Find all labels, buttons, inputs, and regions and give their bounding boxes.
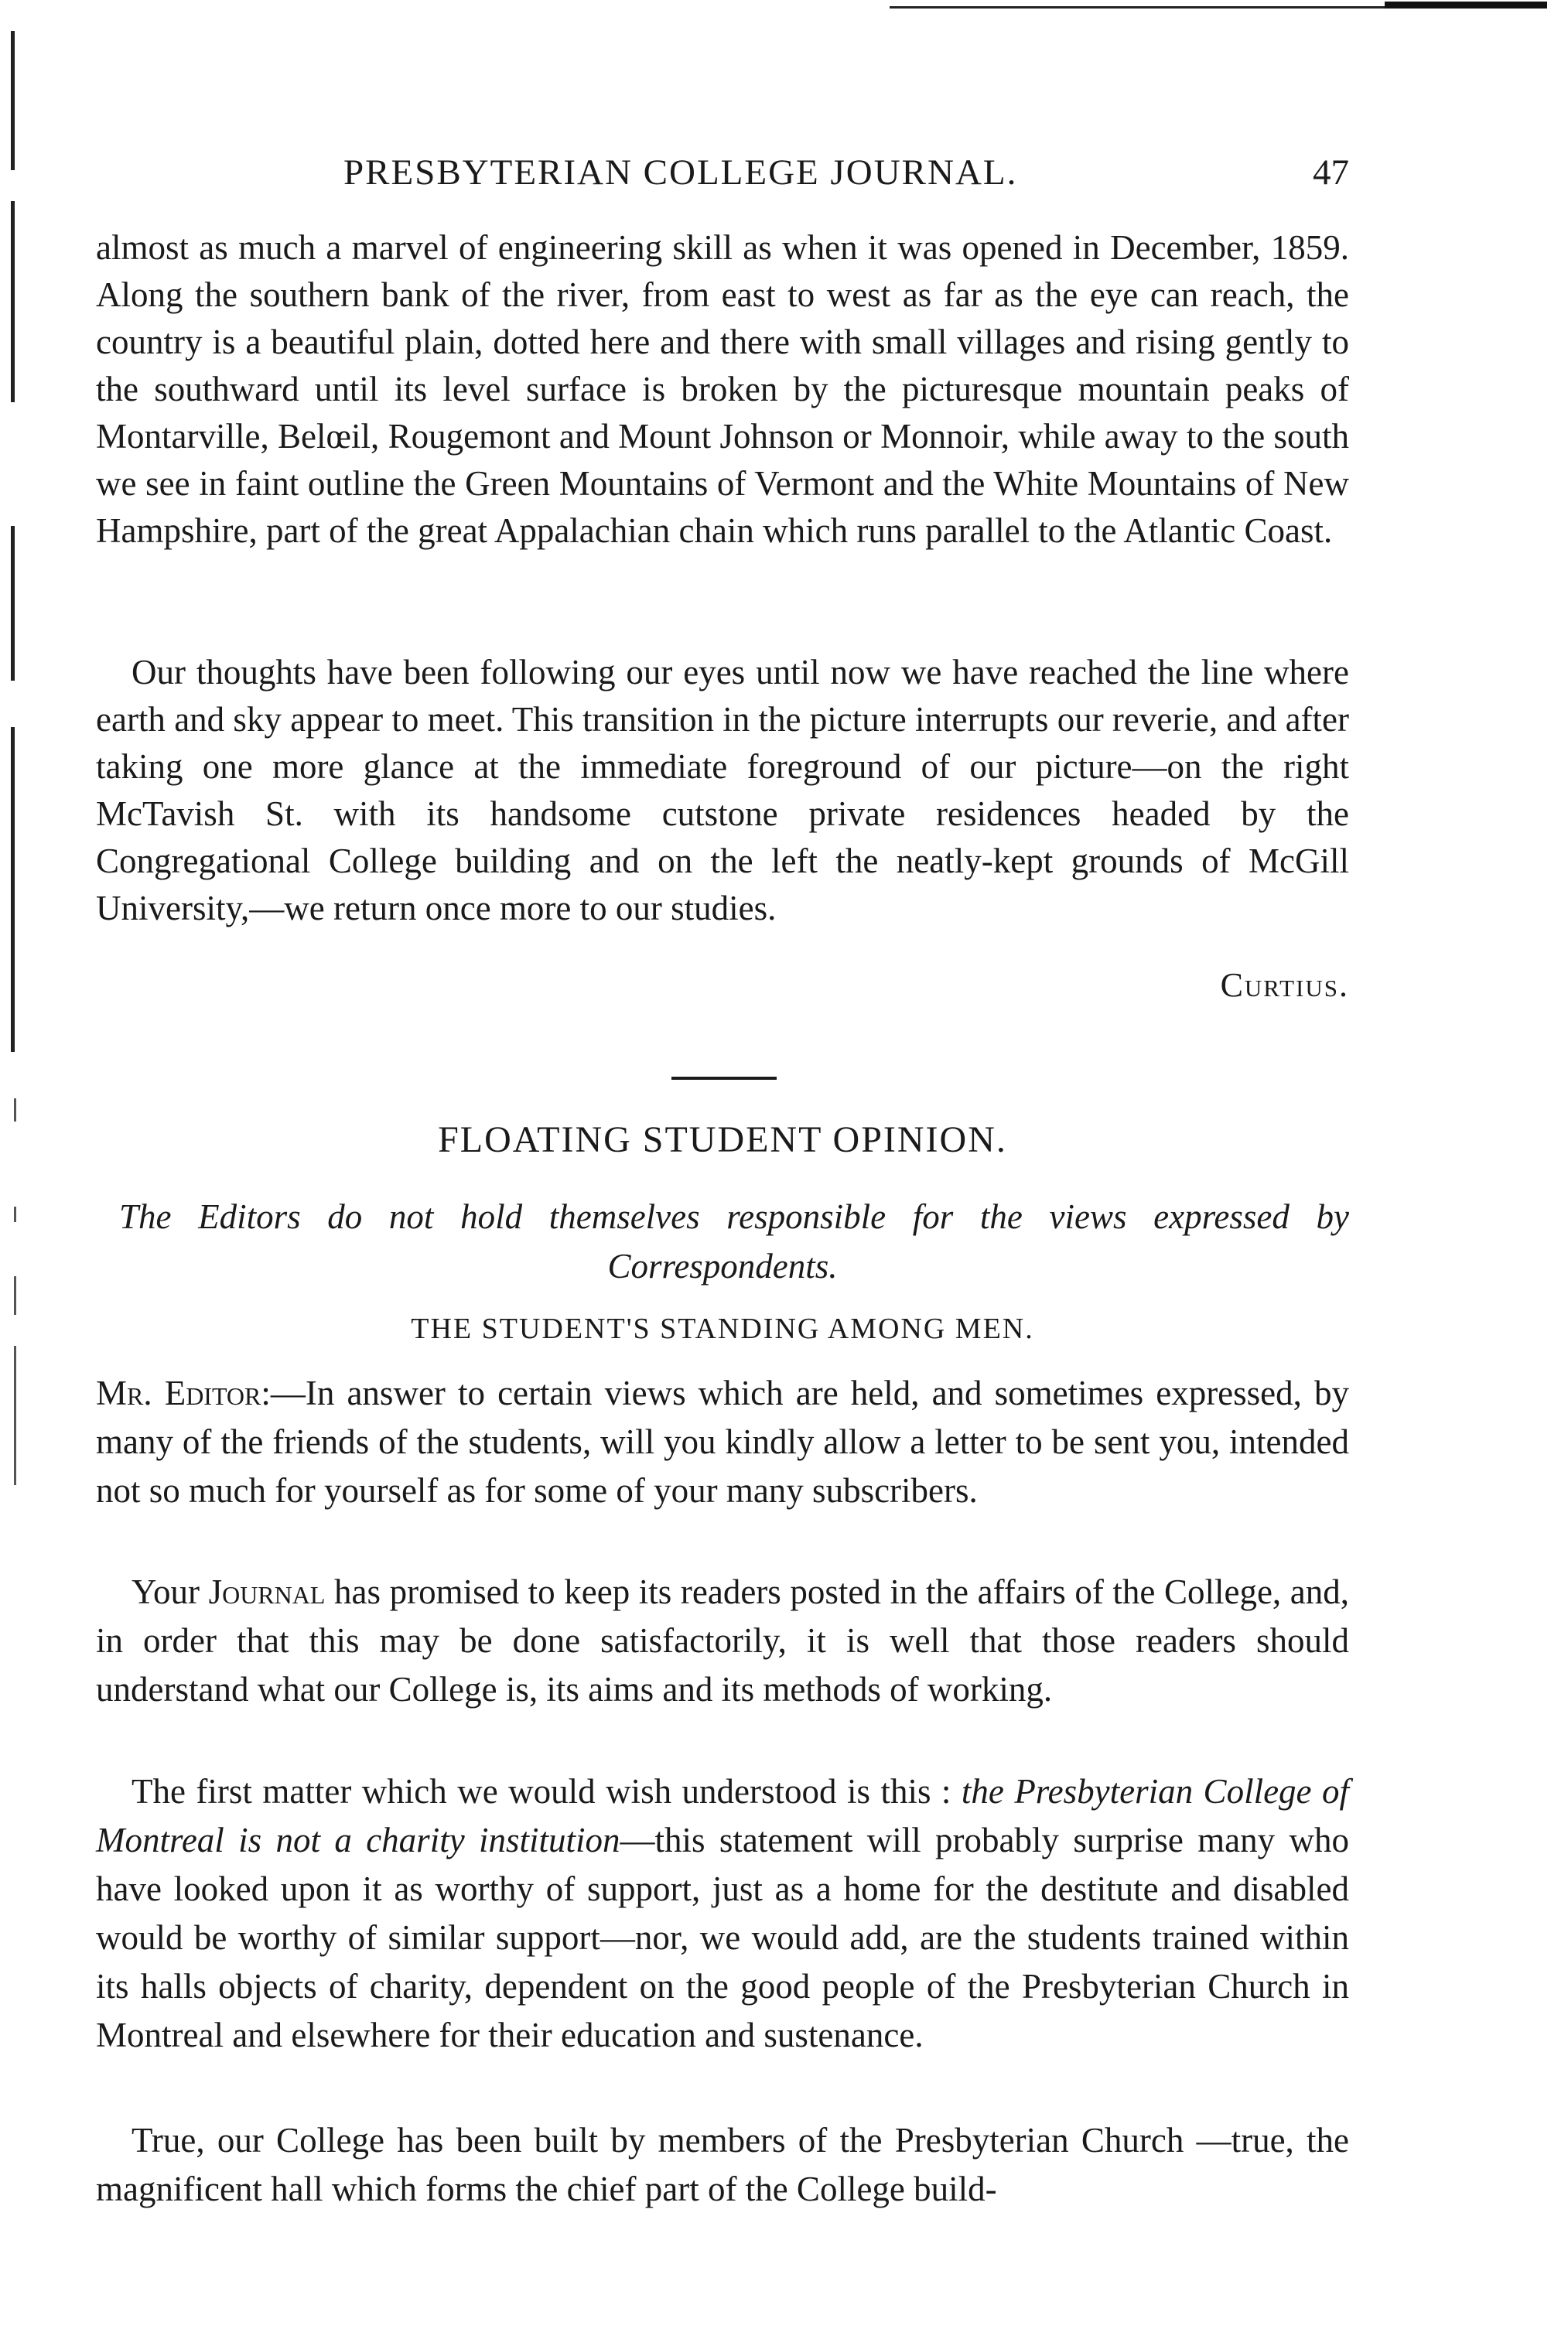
scan-binding-mark [14, 1207, 16, 1222]
section-title: FLOATING STUDENT OPINION. [438, 1119, 1007, 1160]
running-head [96, 152, 1349, 198]
editor-disclaimer-line: Correspondents. [607, 1247, 838, 1286]
running-title: PRESBYTERIAN COLLEGE JOURNAL. [343, 152, 1018, 193]
page-number: 47 [1313, 152, 1349, 193]
author-signature: Curtius. [1220, 966, 1349, 1004]
letter-paragraph: True, our College has been built by members of the Presbyterian Church —true, the magnificent hall which forms the chief part of the College build- [96, 2121, 1349, 2208]
article-paragraph: Our thoughts have been following our eyes until now we have reached the line where earth and sky appear to meet. This transition in the picture interrupts our reverie, and after taking one more glance at the immediate foreground of our picture—on the right McTavish St. with its handsome cutstone private residences headed by the Congregational College building and on the left the neatly-kept grounds of McGill University,—we return once more to our studies. [96, 653, 1349, 927]
letter-paragraph [96, 1369, 1349, 1515]
scan-binding-edge [11, 201, 15, 402]
editor-disclaimer [96, 1192, 1349, 1291]
journal-name: Journal [208, 1572, 326, 1611]
section-divider [671, 1077, 777, 1080]
letter-text: —this statement will probably surprise many who have looked upon it as worthy of support, just as a home for the destitute and disabled would be worthy of similar support—nor, we would add, are the students trained within its halls objects of charity, dependent on the good people of the Presbyterian Church in Montreal and elsewhere for their education and sustenance. [96, 1821, 1349, 2054]
scan-binding-edge [11, 526, 15, 681]
scan-binding-mark [14, 1346, 16, 1485]
letter-paragraph [96, 1767, 1349, 2060]
scan-binding-edge [11, 727, 15, 1052]
letter-text: The first matter which we would wish understood is this : [132, 1772, 962, 1811]
letter-paragraph [96, 1568, 1349, 1714]
article-paragraph: almost as much a marvel of engineering skill as when it was opened in December, 1859. Along the southern bank of the river, from east to west as far as the eye can reach, the country is a beautiful plain, dotted here and there with small villages and rising gently to the southward until its level surface is broken by the picturesque mountain peaks of Montarville, Belœil, Rougemont and Mount Johnson or Monnoir, while away to the south we see in faint outline the Green Mountains of Vermont and the White Mountains of New Hampshire, part of the great Appalachian chain which runs parallel to the Atlantic Coast. [96, 228, 1349, 550]
letter-opening: :—In answer to certain views which are held, and sometimes expressed, by many of the friends of the students, will you kindly allow a letter to be sent you, intended not so much for yourself as for some of your many subscribers. [96, 1374, 1349, 1510]
letter-text: Your [132, 1572, 209, 1611]
scan-top-rule-thick [1385, 2, 1547, 9]
letter-text: has promised to keep its readers posted in the affairs of the College, and, in order that this may be done satisfactorily, it is well that those readers should understand what our College is, its aims and its methods of working. [96, 1572, 1349, 1709]
emphasis-text: the Presbyterian College of Montreal is not a charity institution [96, 1772, 1349, 1859]
salutation: Mr. Editor [96, 1374, 261, 1412]
editor-disclaimer-line: The Editors do not hold themselves responsible for the views expressed by [119, 1197, 1349, 1236]
letter-heading: THE STUDENT'S STANDING AMONG MEN. [411, 1313, 1034, 1345]
scan-binding-mark [14, 1276, 16, 1315]
scan-binding-mark [14, 1098, 16, 1122]
scan-binding-edge [11, 31, 15, 170]
